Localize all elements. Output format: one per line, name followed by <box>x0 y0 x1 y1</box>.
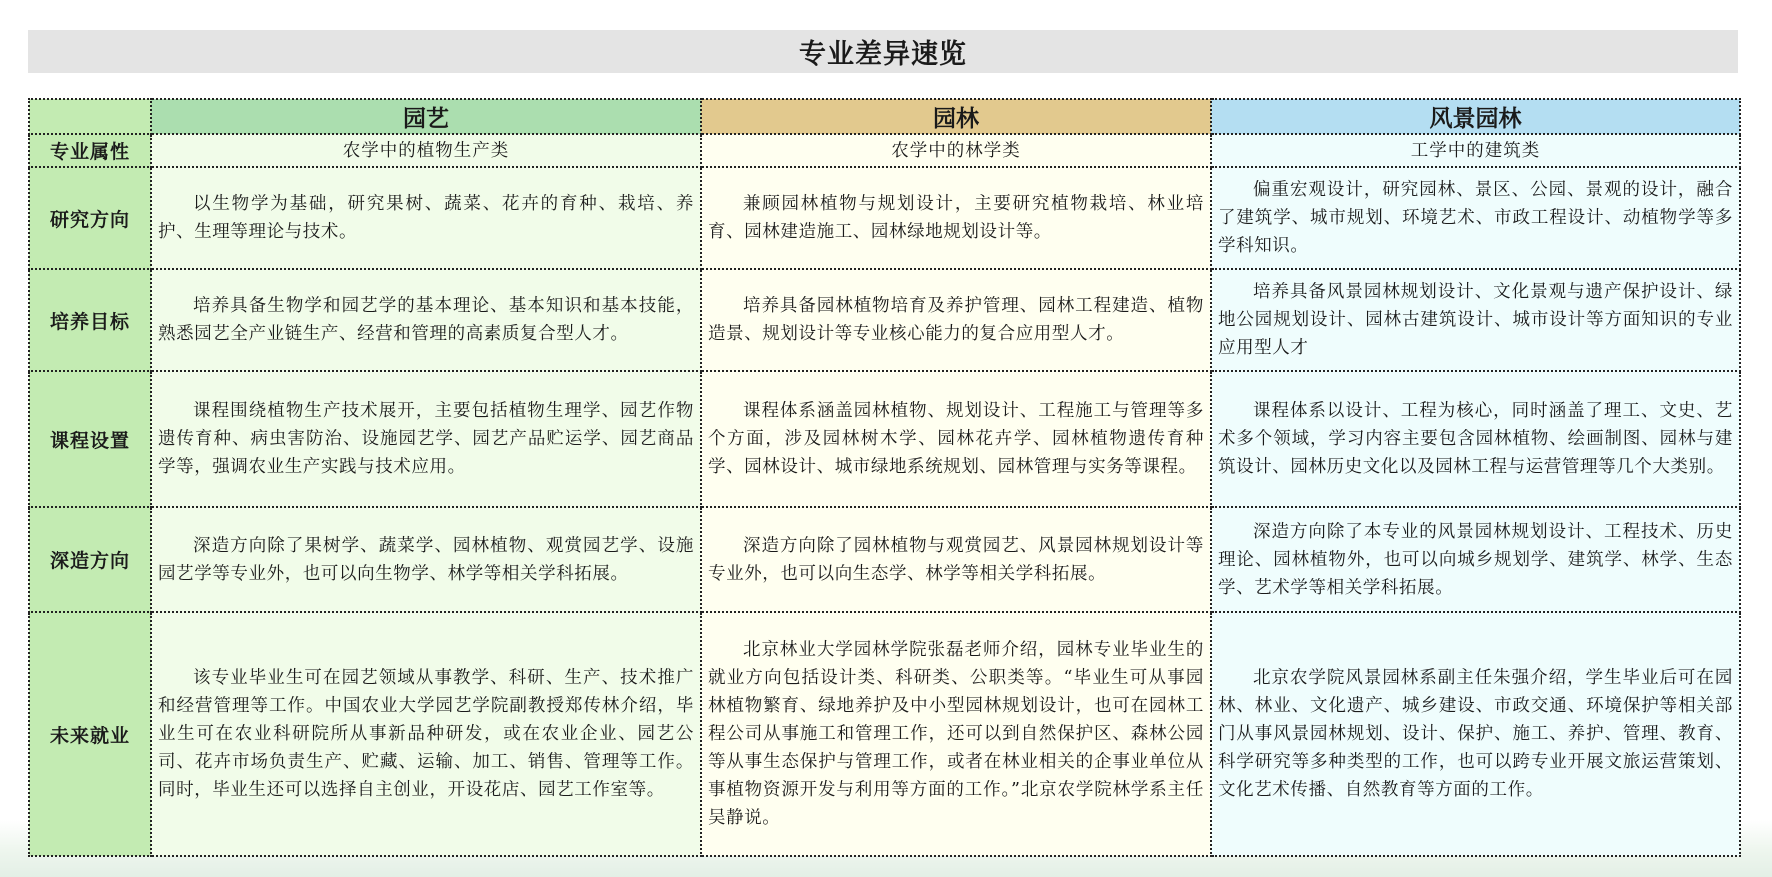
cell-text: 兼顾园林植物与规划设计，主要研究植物栽培、林业培育、园林建造施工、园林绿地规划设计等。 <box>708 194 1204 242</box>
cell-horticulture <box>151 269 701 371</box>
cell-landscape-scenery <box>1211 269 1740 371</box>
cell-horticulture <box>151 134 701 167</box>
cell-text: 北京林业大学园林学院张磊老师介绍，园林专业毕业生的就业方向包括设计类、科研类、公职类等。“毕业生可从事园林植物繁育、绿地养护及中小型园林规划设计，也可在园林工程公司从事施工和管理工作，还可以到自然保护区、森林公园等从事生态保护与管理工作，或者在林业相关的企事业单位从事植物资源开发与利用等方面的工作。”北京农学院林学系主任吴静说。 <box>708 640 1204 828</box>
cell-text: 以生物学为基础，研究果树、蔬菜、花卉的育种、栽培、养护、生理等理论与技术。 <box>158 194 694 242</box>
row-label-attribute: 专业属性 <box>29 134 151 167</box>
cell-text: 深造方向除了园林植物与观赏园艺、风景园林规划设计等专业外，也可以向生态学、林学等相关学科拓展。 <box>708 535 1204 584</box>
table-row <box>29 269 1740 371</box>
table-row <box>29 507 1740 612</box>
cell-text: 深造方向除了果树学、蔬菜学、园林植物、观赏园艺学、设施园艺学等专业外，也可以向生物学、林学等相关学科拓展。 <box>158 535 694 584</box>
cell-horticulture <box>151 612 701 856</box>
cell-landscape-architecture <box>701 269 1211 371</box>
cell-landscape-scenery <box>1211 134 1740 167</box>
cell-text: 农学中的林学类 <box>891 140 1021 161</box>
cell-landscape-architecture <box>701 507 1211 612</box>
row-label-curriculum: 课程设置 <box>29 371 151 507</box>
cell-landscape-architecture <box>701 167 1211 269</box>
column-header-landscape-architecture: 园林 <box>701 99 1211 134</box>
cell-horticulture <box>151 167 701 269</box>
cell-text: 课程体系以设计、工程为核心，同时涵盖了理工、文史、艺术多个领域，学习内容主要包含园林植物、绘画制图、园林与建筑设计、园林历史文化以及园林工程与运营管理等几个大类别。 <box>1218 401 1733 477</box>
cell-text: 培养具备生物学和园艺学的基本理论、基本知识和基本技能，熟悉园艺全产业链生产、经营和管理的高素质复合型人才。 <box>158 296 694 344</box>
cell-text: 偏重宏观设计，研究园林、景区、公园、景观的设计，融合了建筑学、城市规划、环境艺术、市政工程设计、动植物学等多学科知识。 <box>1218 180 1733 256</box>
cell-landscape-architecture <box>701 134 1211 167</box>
table-row <box>29 612 1740 856</box>
cell-text: 深造方向除了本专业的风景园林规划设计、工程技术、历史理论、园林植物外，也可以向城乡规划学、建筑学、林学、生态学、艺术学等相关学科拓展。 <box>1218 521 1733 598</box>
title-bar <box>28 30 1738 73</box>
row-label-further-study: 深造方向 <box>29 507 151 612</box>
comparison-table <box>28 98 1741 857</box>
table-row <box>29 371 1740 507</box>
cell-horticulture <box>151 507 701 612</box>
cell-text: 课程围绕植物生产技术展开，主要包括植物生理学、园艺作物遗传育种、病虫害防治、设施园艺学、园艺产品贮运学、园艺商品学等，强调农业生产实践与技术应用。 <box>158 401 694 477</box>
row-label-research-direction: 研究方向 <box>29 167 151 269</box>
cell-landscape-scenery <box>1211 507 1740 612</box>
table-row <box>29 167 1740 269</box>
corner-cell <box>29 99 151 134</box>
cell-text: 培养具备风景园林规划设计、文化景观与遗产保护设计、绿地公园规划设计、园林古建筑设计、城市设计等方面知识的专业应用型人才 <box>1218 282 1733 358</box>
cell-landscape-scenery <box>1211 612 1740 856</box>
column-header-horticulture: 园艺 <box>151 99 701 134</box>
header-row <box>29 99 1740 134</box>
cell-text: 培养具备园林植物培育及养护管理、园林工程建造、植物造景、规划设计等专业核心能力的复合应用型人才。 <box>708 296 1204 344</box>
cell-landscape-scenery <box>1211 167 1740 269</box>
cell-text: 农学中的植物生产类 <box>342 140 510 161</box>
cell-landscape-architecture <box>701 612 1211 856</box>
cell-text: 课程体系涵盖园林植物、规划设计、工程施工与管理等多个方面，涉及园林树木学、园林花卉学、园林植物遗传育种学、园林设计、城市绿地系统规划、园林管理与实务等课程。 <box>708 401 1204 477</box>
cell-text: 该专业毕业生可在园艺领域从事教学、科研、生产、技术推广和经营管理等工作。中国农业大学园艺学院副教授郑传林介绍，毕业生可在农业科研院所从事新品种研发，或在农业企业、园艺公司、花卉市场负责生产、贮藏、运输、加工、销售、管理等工作。同时，毕业生还可以选择自主创业，开设花店、园艺工作室等。 <box>158 668 694 800</box>
cell-text: 北京农学院风景园林系副主任朱强介绍，学生毕业后可在园林、林业、文化遗产、城乡建设、市政交通、环境保护等相关部门从事风景园林规划、设计、保护、施工、养护、管理、教育、科学研究等多种类型的工作，也可以跨专业开展文旅运营策划、文化艺术传播、自然教育等方面的工作。 <box>1218 668 1733 800</box>
cell-landscape-scenery <box>1211 371 1740 507</box>
row-label-future-employment: 未来就业 <box>29 612 151 856</box>
cell-landscape-architecture <box>701 371 1211 507</box>
page-title: 专业差异速览 <box>799 39 967 70</box>
table-row <box>29 134 1740 167</box>
cell-text: 工学中的建筑类 <box>1410 140 1541 161</box>
cell-horticulture <box>151 371 701 507</box>
row-label-training-goal: 培养目标 <box>29 269 151 371</box>
column-header-landscape-scenery: 风景园林 <box>1211 99 1740 134</box>
